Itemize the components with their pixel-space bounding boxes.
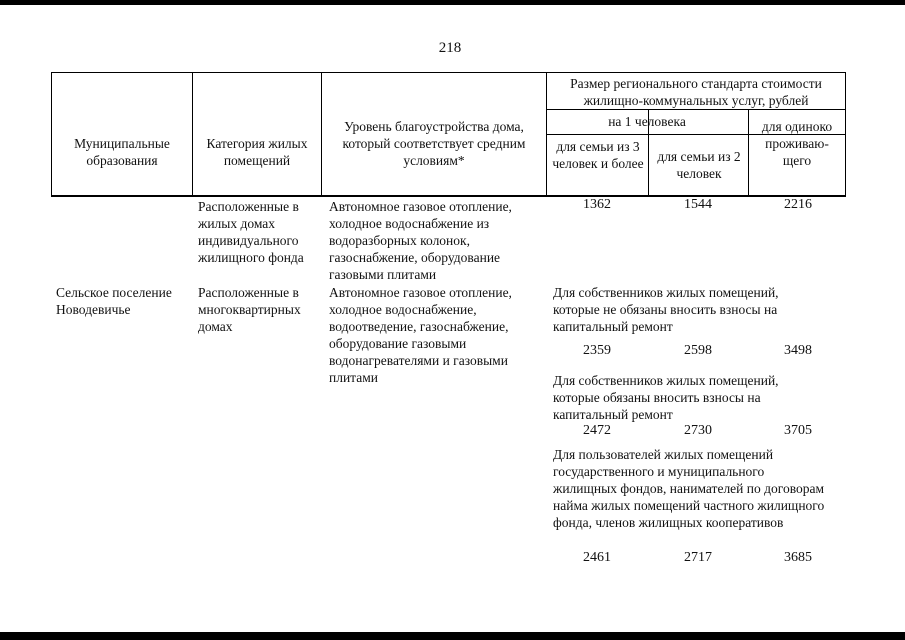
row2-category: Расположенные в многоквартирных домах bbox=[198, 285, 301, 334]
header-per-person: на 1 человека bbox=[608, 114, 686, 129]
group1-value-single: 3498 bbox=[784, 343, 812, 358]
group3-value-single: 3685 bbox=[784, 550, 812, 565]
group1-label: Для собственников жилых помещений, которые не обязаны вносить взносы на капитальный ремонт bbox=[553, 285, 779, 334]
scan-border-bottom bbox=[0, 632, 905, 640]
group1-value-family-3plus: 2359 bbox=[583, 343, 611, 358]
header-single: для одиноко проживаю-щего bbox=[761, 119, 833, 168]
header-family-3plus: для семьи из 3 человек и более bbox=[552, 139, 644, 171]
municipality-name: Сельское поселение Новодевичье bbox=[56, 285, 172, 317]
group2-value-family-3plus: 2472 bbox=[583, 423, 611, 438]
scan-border-top bbox=[0, 0, 905, 5]
group3-value-family-3plus: 2461 bbox=[583, 550, 611, 565]
header-family-2: для семьи из 2 человек bbox=[657, 149, 741, 181]
row1-comfort: Автономное газовое отопление, холодное водоснабжение из водоразборных колонок, газоснабжение, оборудование газовыми плитами bbox=[329, 199, 512, 282]
group3-value-family-2: 2717 bbox=[684, 550, 712, 565]
group1-value-family-2: 2598 bbox=[684, 343, 712, 358]
header-municipality: Муниципальные образования bbox=[74, 136, 170, 168]
row1-value-family-3plus: 1362 bbox=[583, 197, 611, 212]
header-standard-size: Размер регионального стандарта стоимости жилищно-коммунальных услуг, рублей bbox=[570, 76, 822, 108]
row1-value-family-2: 1544 bbox=[684, 197, 712, 212]
group3-label: Для пользователей жилых помещений государственного и муниципального жилищных фондов, нанимателей по договорам найма жилых помещений частного жилищного фонда, членов жилищных кооперативов bbox=[553, 447, 825, 530]
header-comfort-level: Уровень благоустройства дома, который соответствует средним условиям* bbox=[342, 119, 526, 168]
page-number: 218 bbox=[438, 40, 462, 56]
group2-value-single: 3705 bbox=[784, 423, 812, 438]
header-category: Категория жилых помещений bbox=[206, 136, 308, 168]
row1-category: Расположенные в жилых домах индивидуального жилищного фонда bbox=[198, 199, 304, 265]
row2-comfort: Автономное газовое отопление, холодное водоснабжение, водоотведение, газоснабжение, оборудование газовыми водонагревателями и газовыми плитами bbox=[329, 285, 512, 385]
group2-value-family-2: 2730 bbox=[684, 423, 712, 438]
group2-label: Для собственников жилых помещений, которые обязаны вносить взносы на капитальный ремонт bbox=[553, 373, 779, 422]
row1-value-single: 2216 bbox=[784, 197, 812, 212]
